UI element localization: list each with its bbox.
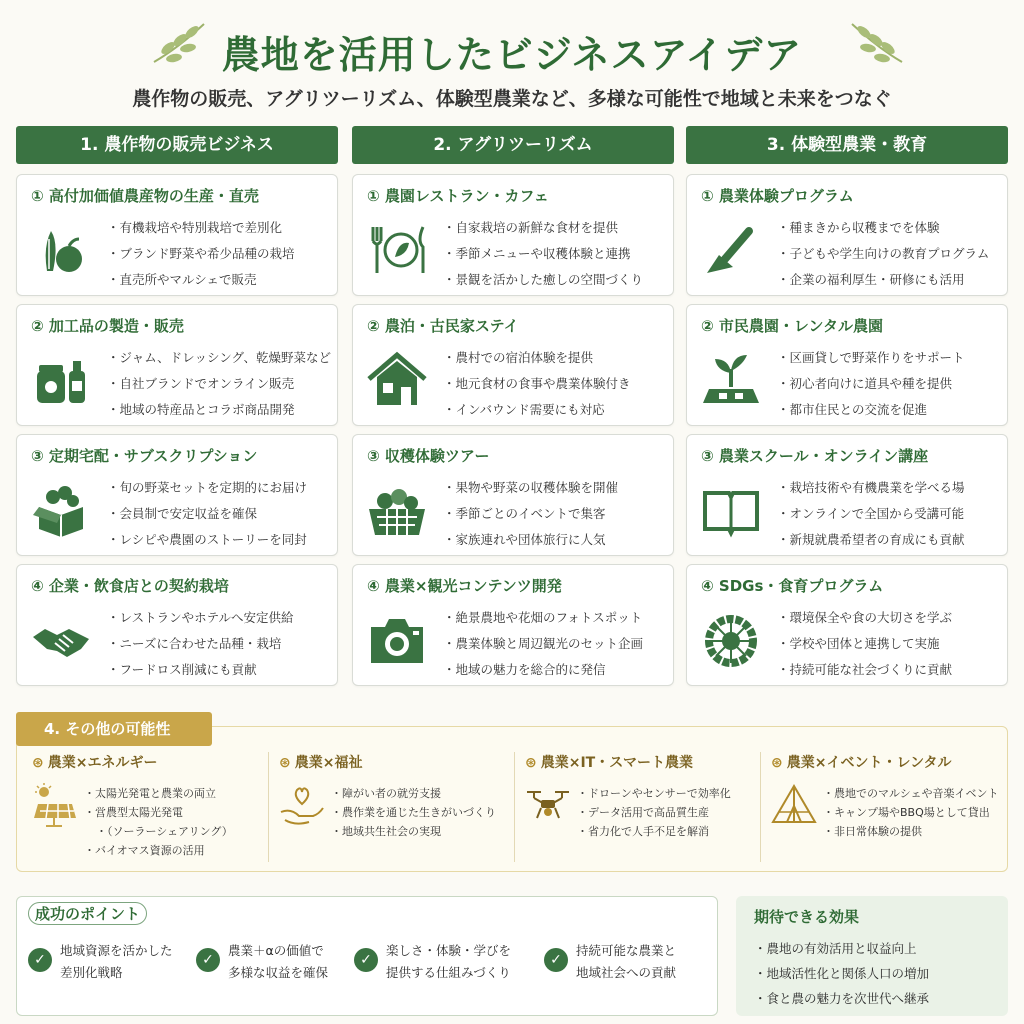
produce-box-icon	[29, 477, 93, 541]
list-item: ・ データ活用で高品質生産	[577, 803, 731, 822]
open-book-icon	[699, 477, 763, 541]
point-text: 楽しさ・体験・学びを 提供する仕組みづくり	[386, 943, 512, 980]
list-item: ・ 有機栽培や特別栽培で差別化	[107, 215, 295, 241]
card-education-1	[686, 174, 1008, 296]
sub-list	[577, 784, 731, 841]
expected-effects-panel	[736, 896, 1008, 1016]
list-item: ・ 種まきから収穫までを体験	[777, 215, 989, 241]
column-heading-sales: 1. 農作物の販売ビジネス	[16, 126, 338, 164]
card-education-4	[686, 564, 1008, 686]
list-item: ・ 環境保全や食の大切さを学ぶ	[777, 605, 952, 631]
card-title: ④ 企業・飲食店との契約栽培	[31, 577, 229, 595]
list-item: ・ バイオマス資源の活用	[84, 841, 233, 860]
other-possibilities-heading: 4. その他の可能性	[16, 712, 212, 746]
heart-hands-icon	[279, 782, 325, 828]
house-icon	[365, 347, 429, 411]
card-list	[107, 215, 295, 293]
list-item: ・ 地域の特産品とコラボ商品開発	[107, 397, 331, 423]
list-item: ・ 農業体験と周辺観光のセット企画	[443, 631, 643, 657]
card-tourism-1	[352, 174, 674, 296]
success-points-title: 成功のポイント	[28, 902, 147, 925]
column-heading-agritourism: 2. アグリツーリズム	[352, 126, 674, 164]
list-item: ・ 地域活性化と関係人口の増加	[754, 961, 929, 986]
other-events	[760, 752, 999, 862]
list-item: ・ 地元食材の食事や農業体験付き	[443, 371, 631, 397]
card-list	[443, 215, 643, 293]
sub-title: ⊛ 農業×エネルギー	[32, 755, 158, 771]
list-item: ・ 直売所やマルシェで販売	[107, 267, 295, 293]
card-list	[443, 345, 631, 423]
card-list	[107, 475, 307, 553]
sub-title: ⊛ 農業×イベント・レンタル	[771, 755, 952, 771]
list-item: ・ 初心者向けに道具や種を提供	[777, 371, 965, 397]
dining-icon	[365, 217, 429, 281]
trowel-icon	[699, 217, 763, 281]
card-tourism-2	[352, 304, 674, 426]
list-item: ・ 子どもや学生向けの教育プログラム	[777, 241, 989, 267]
check-icon: ✓	[544, 948, 568, 972]
list-item: ・ ブランド野菜や希少品種の栽培	[107, 241, 295, 267]
card-list	[107, 605, 294, 683]
card-list	[777, 475, 965, 553]
list-item: ・ 自社ブランドでオンライン販売	[107, 371, 331, 397]
card-sales-1	[16, 174, 338, 296]
list-item: ・ 企業の福利厚生・研修にも活用	[777, 267, 989, 293]
yen-coin-icon: ⊛	[279, 755, 291, 771]
card-sales-4	[16, 564, 338, 686]
card-title: ① 農業体験プログラム	[701, 187, 854, 205]
card-list	[443, 605, 643, 683]
list-item: ・ 家族連れや団体旅行に人気	[443, 527, 618, 553]
list-item: ・ 区画貸しで野菜作りをサポート	[777, 345, 965, 371]
vegetable-icon	[29, 217, 93, 281]
other-energy	[22, 752, 258, 862]
point-text: 地域資源を活かした 差別化戦略	[60, 943, 173, 980]
list-item: ・ レシピや農園のストーリーを同封	[107, 527, 307, 553]
list-item: ・ 景観を活かした癒しの空間づくり	[443, 267, 643, 293]
list-item: ・ フードロス削減にも貢献	[107, 657, 294, 683]
solar-panel-icon	[32, 782, 78, 828]
list-item: ・ 障がい者の就労支援	[331, 784, 496, 803]
list-item: ・ 農作業を通じた生きがいづくり	[331, 803, 496, 822]
list-item: ・ 季節メニューや収穫体験と連携	[443, 241, 643, 267]
card-title: ② 加工品の製造・販売	[31, 317, 184, 335]
card-title: ① 高付加価値農産物の生産・直売	[31, 187, 259, 205]
point-text: 農業＋αの価値で 多様な収益を確保	[228, 943, 329, 980]
list-item: ・ 学校や団体と連携して実施	[777, 631, 952, 657]
card-tourism-4	[352, 564, 674, 686]
sprout-plot-icon	[699, 347, 763, 411]
list-item: ・ オンラインで全国から受講可能	[777, 501, 965, 527]
list-item: ・ 会員制で安定収益を確保	[107, 501, 307, 527]
sub-list	[823, 784, 999, 841]
card-list	[777, 605, 952, 683]
card-education-3	[686, 434, 1008, 556]
card-title: ② 市民農園・レンタル農園	[701, 317, 883, 335]
list-item-continued: ・ （ソーラーシェアリング）	[84, 822, 233, 841]
card-title: ④ SDGs・食育プログラム	[701, 577, 884, 595]
list-item: ・ ニーズに合わせた品種・栽培	[107, 631, 294, 657]
page-subtitle: 農作物の販売、アグリツーリズム、体験型農業など、多様な可能性で地域と未来をつなぐ	[132, 88, 892, 110]
list-item: ・ 食と農の魅力を次世代へ継承	[754, 986, 929, 1011]
handshake-icon	[29, 607, 93, 671]
sub-title: ⊛ 農業×福祉	[279, 755, 363, 771]
camera-icon	[365, 607, 429, 671]
check-icon: ✓	[28, 948, 52, 972]
list-item: ・ 果物や野菜の収穫体験を開催	[443, 475, 618, 501]
list-item: ・ 非日常体験の提供	[823, 822, 999, 841]
list-item: ・ 自家栽培の新鮮な食材を提供	[443, 215, 643, 241]
card-sales-2	[16, 304, 338, 426]
sub-title: ⊛ 農業×IT・スマート農業	[525, 755, 693, 771]
card-list	[107, 345, 331, 423]
list-item: ・ 栽培技術や有機農業を学べる場	[777, 475, 965, 501]
card-sales-3	[16, 434, 338, 556]
list-item: ・ 持続可能な社会づくりに貢献	[777, 657, 952, 683]
list-item: ・ 農地の有効活用と収益向上	[754, 936, 929, 961]
list-item: ・ 旬の野菜セットを定期的にお届け	[107, 475, 307, 501]
list-item: ・ 営農型太陽光発電	[84, 803, 233, 822]
list-item: ・ ドローンやセンサーで効率化	[577, 784, 731, 803]
list-item: ・ 太陽光発電と農業の両立	[84, 784, 233, 803]
list-item: ・ 都市住民との交流を促進	[777, 397, 965, 423]
card-title: ③ 農業スクール・オンライン講座	[701, 447, 929, 465]
other-welfare	[268, 752, 504, 862]
yen-coin-icon: ⊛	[525, 755, 537, 771]
list-item: ・ 地域の魅力を総合的に発信	[443, 657, 643, 683]
card-education-2	[686, 304, 1008, 426]
page-title: 農地を活用したビジネスアイデア	[221, 33, 803, 77]
card-title: ① 農園レストラン・カフェ	[367, 187, 549, 205]
card-list	[777, 345, 965, 423]
card-list	[443, 475, 618, 553]
card-tourism-3	[352, 434, 674, 556]
card-title: ③ 収穫体験ツアー	[367, 447, 490, 465]
card-title: ④ 農業×観光コンテンツ開発	[367, 577, 562, 595]
header	[0, 10, 1024, 120]
list-item: ・ 農地でのマルシェや音楽イベント	[823, 784, 999, 803]
harvest-basket-icon	[365, 477, 429, 541]
column-heading-education: 3. 体験型農業・教育	[686, 126, 1008, 164]
point-text: 持続可能な農業と 地域社会への貢献	[576, 943, 677, 980]
card-list	[777, 215, 989, 293]
sub-list	[84, 784, 233, 860]
jar-bottle-icon	[29, 347, 93, 411]
list-item: ・ インバウンド需要にも対応	[443, 397, 631, 423]
list-item: ・ 季節ごとのイベントで集客	[443, 501, 618, 527]
laurel-right-icon	[846, 18, 908, 68]
effects-list	[754, 936, 929, 1011]
list-item: ・ 新規就農希望者の育成にも貢献	[777, 527, 965, 553]
yen-coin-icon: ⊛	[771, 755, 783, 771]
drone-icon	[525, 782, 571, 828]
list-item: ・ ジャム、ドレッシング、乾燥野菜など	[107, 345, 331, 371]
list-item: ・ レストランやホテルへ安定供給	[107, 605, 294, 631]
other-smart-farming	[514, 752, 750, 862]
card-title: ③ 定期宅配・サブスクリプション	[31, 447, 258, 465]
card-title: ② 農泊・古民家ステイ	[367, 317, 519, 335]
check-icon: ✓	[196, 948, 220, 972]
list-item: ・ 省力化で人手不足を解消	[577, 822, 731, 841]
list-item: ・ キャンプ場やBBQ場として貸出	[823, 803, 999, 822]
sdgs-wheel-icon	[699, 607, 763, 671]
tent-icon	[771, 782, 817, 828]
check-icon: ✓	[354, 948, 378, 972]
expected-effects-title: 期待できる効果	[754, 908, 860, 926]
list-item: ・ 絶景農地や花畑のフォトスポット	[443, 605, 643, 631]
yen-coin-icon: ⊛	[32, 755, 44, 771]
list-item: ・ 農村での宿泊体験を提供	[443, 345, 631, 371]
list-item: ・ 地域共生社会の実現	[331, 822, 496, 841]
sub-list	[331, 784, 496, 841]
